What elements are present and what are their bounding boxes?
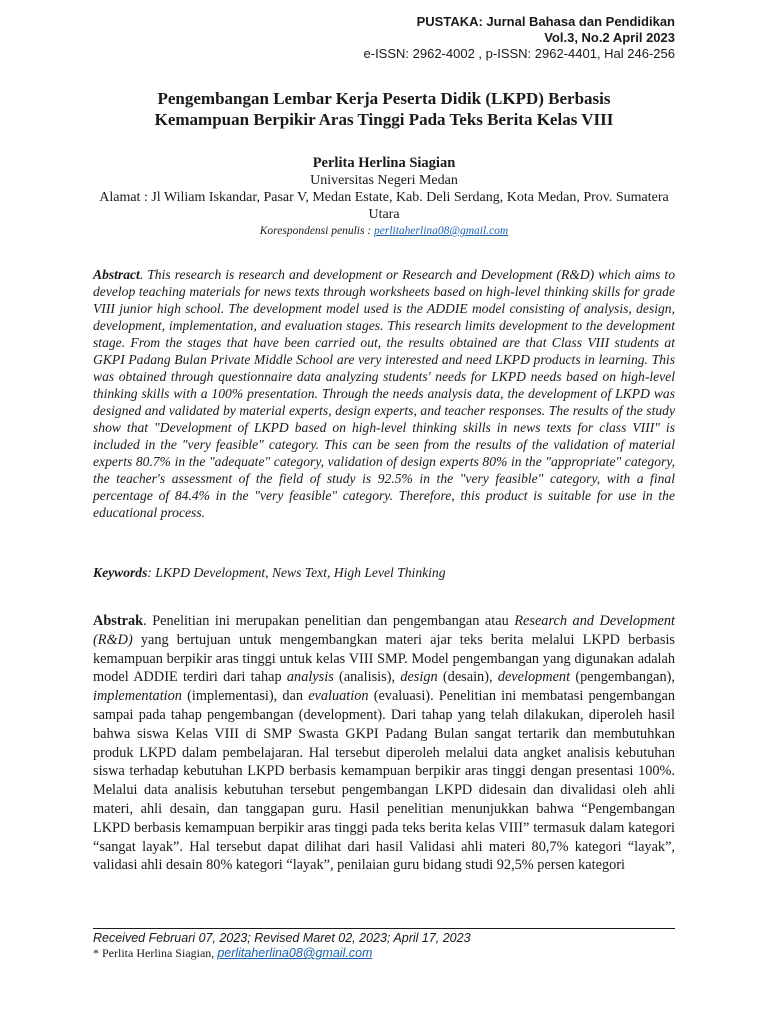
author-address: Alamat : Jl Wiliam Iskandar, Pasar V, Medan Estate, Kab. Deli Serdang, Kota Medan, Prov. Sumatera Utara [99, 190, 669, 222]
footnote-email-link[interactable]: perlitaherlina08@gmail.com [217, 946, 373, 960]
abstrak-text-4: (desain), [437, 669, 498, 686]
correspondence-email-link[interactable]: perlitaherlina08@gmail.com [374, 225, 509, 237]
abstrak-italic-rnd: Research and Development (R&D) [93, 613, 675, 648]
paper-title [92, 88, 676, 130]
abstrak-italic-analysis: analysis [286, 669, 334, 686]
correspondence-label: Korespondensi penulis : [259, 225, 372, 237]
correspondence-line [92, 223, 676, 240]
footnote-prefix: * Perlita Herlina Siagian, [93, 946, 215, 960]
abstrak-italic-development: development [497, 669, 571, 686]
footer-divider [93, 928, 675, 929]
author-block [92, 155, 676, 240]
abstrak-text-7: (evaluasi). Penelitian ini membatasi pengembangan sampai pada tahap pengembangan (development). Dari tahap yang telah dilakukan, diperoleh hasil bahwa siswa Kelas VIII di SMP Swasta GKPI Padang Bulan sangat tertarik dan membutuhkan produk LKPD dalam pembelajaran. Hal tersebut diperoleh melalui data angket analisis kebutuhan siswa terhadap kebutuhan LKPD berbasis kemampuan berpikir aras tinggi dengan presentasi 100%. Melalui data analisis kebutuhan tersebut pengembangan LKPD didesain dan divalidasi oleh ahli materi, ahli desain, dan tanggapan guru. Hasil penelitian menunjukkan bahwa “Pengembangan LKPD berbasis kemampuan berpikir aras tinggi pada teks berita kelas VIII” termasuk dalam kategori “sangat layak”. Hal tersebut dapat dilihat dari hasil Validasi ahli materi 80,7% kategori “layak”, validasi ahli desain 80% kategori “layak”, penilaian guru bidang studi 92,5% persen kategori [93, 688, 675, 874]
abstrak-italic-implementation: implementation [93, 688, 182, 705]
keywords-text: : LKPD Development, News Text, High Level Thinking [147, 565, 446, 580]
abstrak-label: Abstrak [93, 613, 144, 629]
abstrak-indonesian [93, 612, 675, 875]
journal-header [364, 14, 675, 62]
journal-volume: Vol.3, No.2 April 2023 [544, 30, 675, 45]
keywords [93, 564, 675, 581]
title-line-2: Kemampuan Berpikir Aras Tinggi Pada Teks Berita Kelas VIII [154, 110, 614, 129]
author-name: Perlita Herlina Siagian [312, 155, 456, 171]
abstrak-text-5: (pengembangan), [570, 669, 675, 686]
abstract-label: Abstract [93, 267, 140, 282]
abstrak-text-3: (analisis), [333, 669, 401, 686]
abstrak-text-6: (implementasi), dan [181, 688, 309, 705]
author-affiliation: Universitas Negeri Medan [310, 173, 458, 188]
page-footer [93, 931, 675, 961]
abstract-text: . This research is research and development or Research and Development (R&D) which aims to develop teaching materials for news texts through worksheets based on high-level thinking skills for grade VIII junior high school. The development model used is the ADDIE model consisting of analysis, design, development, implementation, and evaluation stages. This research limits development to the development stage. From the stages that have been carried out, the results obtained are that Class VIII students at GKPI Padang Bulan Private Middle School are very interested and need LKPD products in learning. This was obtained through questionnaire data analyzing students' needs for LKPD needs based on high-level thinking skills with a 100% presentation. Through the needs analysis data, the development of LKPD was designed and validated by material experts, design experts, and teacher responses. The results of the study show that "Development of LKPD based on high-level thinking skills in news texts for class VIII" is included in the "very feasible" category. This can be seen from the results of the validation of material experts 80.7% in the "adequate" category, validation of design experts 80% in the "appropriate" category, the teacher's assessment of the field of study is 92.5% in the "very feasible" category, with a final percentage of 84.4% in the "very feasible" category. Therefore, this product is suitable for use in the educational process. [93, 267, 675, 520]
abstrak-italic-evaluation: evaluation [308, 688, 369, 705]
keywords-label: Keywords [93, 565, 148, 580]
footnote [93, 946, 675, 961]
abstrak-text-1: . Penelitian ini merupakan penelitian dan pengembangan atau [143, 613, 515, 629]
abstrak-italic-design: design [400, 669, 438, 686]
abstrak-text-2: yang bertujuan untuk mengembangkan materi ajar teks berita melalui LKPD berbasis kemampuan berpikir aras tinggi untuk kelas VIII SMP. Model pengembangan yang digunakan adalah model ADDIE terdiri dari tahap [93, 631, 675, 686]
abstract-english [93, 266, 675, 521]
received-dates: Received Februari 07, 2023; Revised Maret 02, 2023; April 17, 2023 [93, 931, 471, 945]
journal-issn: e-ISSN: 2962-4002 , p-ISSN: 2962-4401, Hal 246-256 [363, 46, 675, 61]
title-line-1: Pengembangan Lembar Kerja Peserta Didik (LKPD) Berbasis [157, 89, 611, 108]
journal-name: PUSTAKA: Jurnal Bahasa dan Pendidikan [416, 14, 675, 29]
